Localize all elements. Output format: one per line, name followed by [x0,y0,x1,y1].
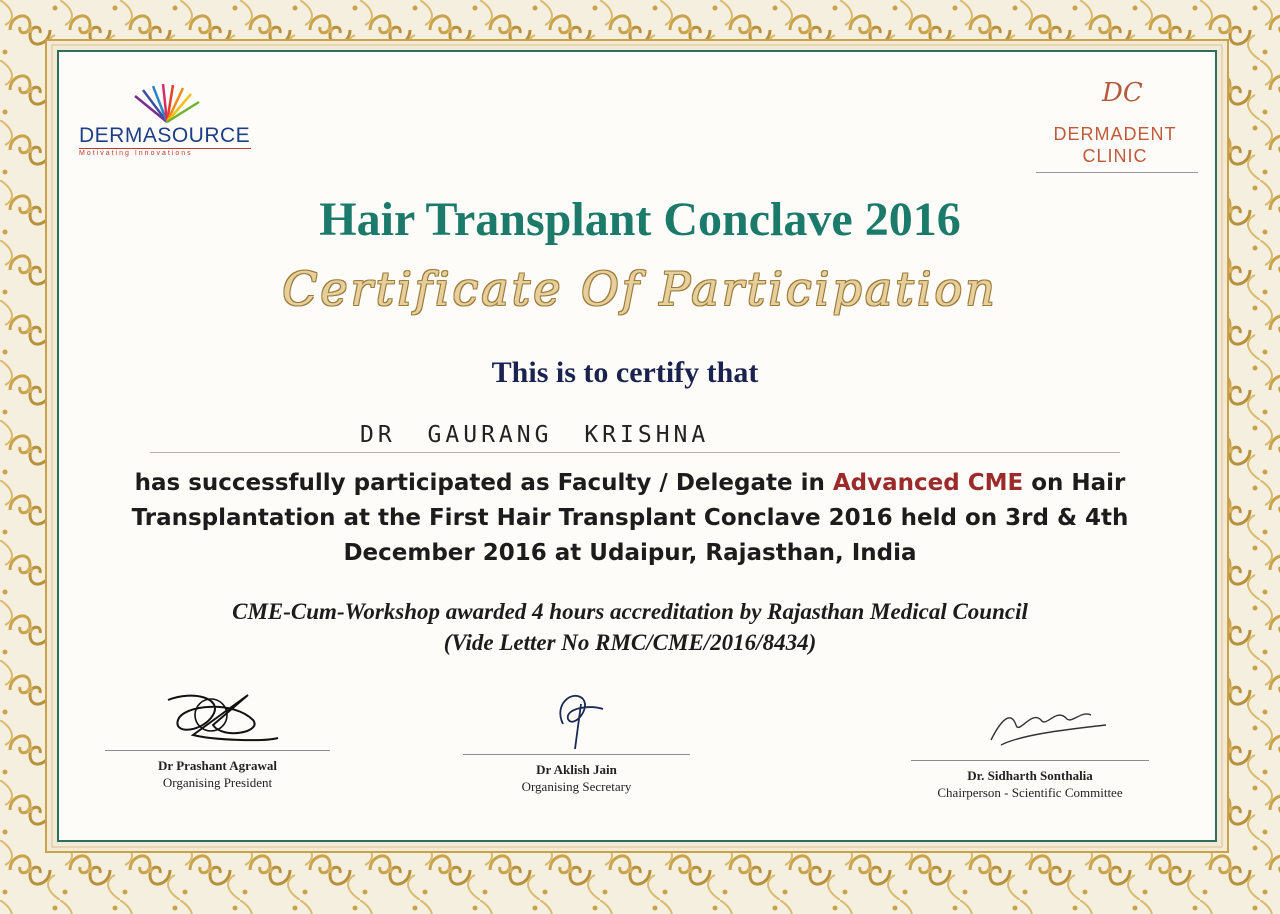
statement-text-end: on Hair Transplantation at the First Hair Transplant Conclave 2016 held on 3rd & 4th December 2016 at Udaipur, Rajasthan, India [131,470,1129,566]
recipient-name: DR GAURANG KRISHNA [360,422,710,448]
signature-line [105,750,330,751]
signature-scribble [981,690,1111,755]
signature-line [463,754,690,755]
dermadent-monogram: DC [1102,78,1143,108]
statement-highlight: Advanced CME [832,470,1024,496]
certify-line: This is to certify that [491,356,759,389]
signatory-role: Chairperson - Scientific Committee [937,785,1123,800]
signature-block-chair [911,690,1149,801]
letter-reference: (Vide Letter No RMC/CME/2016/8434) [443,630,817,655]
signatory-name: Dr Prashant Agrawal [158,758,277,773]
accreditation-note [80,596,1180,658]
signatory-name: Dr Aklish Jain [536,762,617,777]
statement-text: has successfully participated as Faculty / Delegate in [134,470,833,496]
accreditation-line: CME-Cum-Workshop awarded 4 hours accreditation by Rajasthan Medical Council [232,599,1028,624]
signature-block-secretary [463,684,690,795]
dermadent-logo [1030,78,1200,178]
dermasource-tagline: Motivating Innovations [79,148,251,157]
signatory-role: Organising President [162,775,273,790]
signatory-name: Dr. Sidharth Sonthalia [967,768,1093,783]
logo-divider [1036,172,1198,173]
rainbow-rays-icon [127,84,207,124]
dermasource-wordmark: DERMASOURCE [79,124,251,147]
signature-block-president [105,680,330,791]
dermadent-clinic-label: CLINIC [1082,146,1148,166]
participation-statement [110,466,1150,571]
event-title: Hair Transplant Conclave 2016 [319,193,961,246]
signature-scribble [543,684,623,754]
certificate-subtitle: Certificate Of Participation [282,262,998,316]
signatory-role: Organising Secretary [521,779,632,794]
dermasource-logo [75,84,255,164]
signature-scribble [153,680,293,750]
dermadent-wordmark: DERMADENT [1053,124,1177,144]
signature-line [911,760,1149,761]
name-underline [150,452,1120,453]
